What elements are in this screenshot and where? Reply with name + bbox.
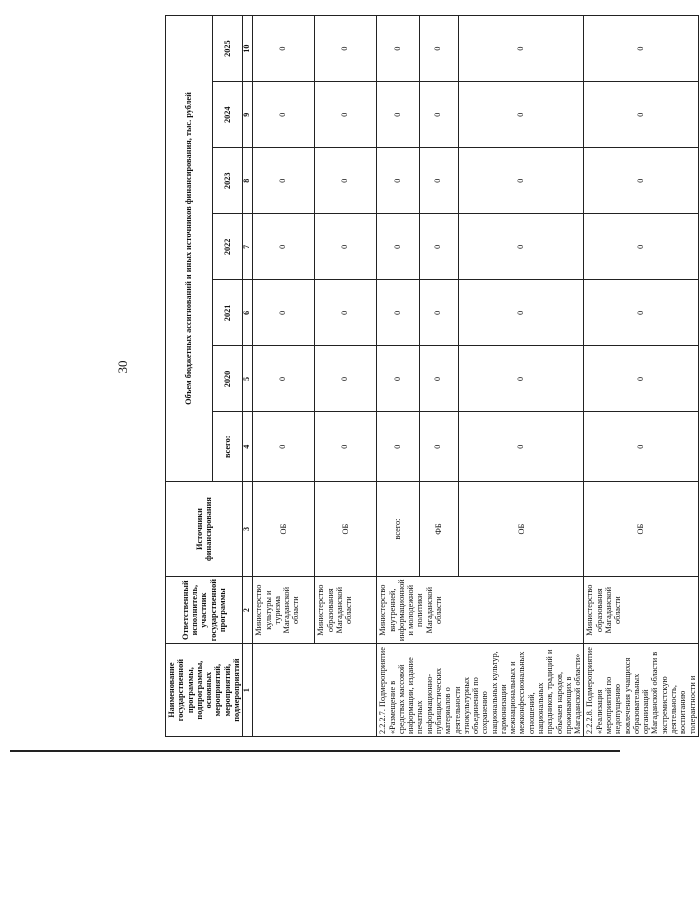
table-row bbox=[377, 16, 420, 737]
row-executor: Министерство образования Магаданской области bbox=[584, 577, 698, 644]
column-number: 6 bbox=[243, 280, 253, 346]
header-year: 2022 bbox=[212, 214, 242, 280]
column-number: 9 bbox=[243, 82, 253, 148]
row-value: 0 bbox=[377, 16, 420, 82]
row-value: 0 bbox=[315, 148, 377, 214]
row-value: 0 bbox=[315, 16, 377, 82]
row-value: 0 bbox=[315, 346, 377, 412]
row-name: 2.2.2.8. Подмероприятие «Реализация мероприятий по недопущению вовлечения учащихся образовательных организаций Магаданской области в экстремистскую деятельность, воспитанию толерантности и bbox=[584, 644, 698, 737]
column-number: 4 bbox=[243, 412, 253, 482]
row-value: 0 bbox=[459, 214, 584, 280]
row-value: 0 bbox=[315, 214, 377, 280]
row-name bbox=[253, 644, 377, 737]
row-value: 0 bbox=[584, 16, 698, 82]
column-number: 8 bbox=[243, 148, 253, 214]
column-number: 10 bbox=[243, 16, 253, 82]
row-value: 0 bbox=[459, 412, 584, 482]
header-year: 2024 bbox=[212, 82, 242, 148]
column-number: 3 bbox=[243, 482, 253, 577]
row-value: 0 bbox=[315, 280, 377, 346]
row-value: 0 bbox=[584, 346, 698, 412]
header-total: всего: bbox=[212, 412, 242, 482]
header-executor: Ответственный исполнитель, участник государственной программы bbox=[166, 577, 243, 644]
table-row bbox=[253, 16, 315, 737]
row-value: 0 bbox=[459, 16, 584, 82]
row-value: 0 bbox=[459, 148, 584, 214]
row-executor: Министерство культуры и туризма Магаданской области bbox=[253, 577, 315, 644]
row-value: 0 bbox=[315, 82, 377, 148]
row-value: 0 bbox=[584, 82, 698, 148]
column-number: 7 bbox=[243, 214, 253, 280]
row-source: ОБ bbox=[315, 482, 377, 577]
row-value: 0 bbox=[459, 82, 584, 148]
row-value: 0 bbox=[584, 148, 698, 214]
row-value: 0 bbox=[253, 82, 315, 148]
row-source: всего: bbox=[377, 482, 420, 577]
page-number: 30 bbox=[115, 360, 130, 374]
row-value: 0 bbox=[459, 280, 584, 346]
row-executor: Министерство образования Магаданской области bbox=[315, 577, 377, 644]
row-value: 0 bbox=[315, 412, 377, 482]
row-value: 0 bbox=[584, 280, 698, 346]
row-value: 0 bbox=[459, 346, 584, 412]
row-value: 0 bbox=[253, 214, 315, 280]
row-value: 0 bbox=[253, 16, 315, 82]
row-value: 0 bbox=[377, 346, 420, 412]
row-value: 0 bbox=[419, 82, 458, 148]
header-name: Наименование государственной программы, подпрограммы, основных мероприятий, мероприятий, подмероприятий bbox=[166, 644, 243, 737]
row-value: 0 bbox=[377, 280, 420, 346]
column-number: 2 bbox=[243, 577, 253, 644]
row-value: 0 bbox=[419, 148, 458, 214]
header-sources: Источники финансирования bbox=[166, 482, 243, 577]
column-number: 5 bbox=[243, 346, 253, 412]
table-row bbox=[315, 16, 377, 737]
financing-table bbox=[165, 15, 699, 737]
row-value: 0 bbox=[419, 16, 458, 82]
row-name: 2.2.2.7. Подмероприятие «Размещение в средствах массовой информации, издание печатных информационно-публицистических материалов о деятельности этнокультурных объединений по сохранению национальных культур, гармонизации межнациональных и межконфессиональных отношений, национальных праздников, традиций и обычаев народов, проживающих в Магаданской области» bbox=[377, 644, 584, 737]
header-year: 2021 bbox=[212, 280, 242, 346]
row-value: 0 bbox=[253, 280, 315, 346]
row-value: 0 bbox=[253, 148, 315, 214]
row-value: 0 bbox=[253, 412, 315, 482]
header-year: 2025 bbox=[212, 16, 242, 82]
row-value: 0 bbox=[253, 346, 315, 412]
column-number: 1 bbox=[243, 644, 253, 737]
row-source: ОБ bbox=[584, 482, 698, 577]
row-value: 0 bbox=[377, 412, 420, 482]
row-value: 0 bbox=[584, 214, 698, 280]
row-value: 0 bbox=[377, 148, 420, 214]
header-year: 2023 bbox=[212, 148, 242, 214]
rotated-table-area bbox=[165, 15, 697, 737]
row-value: 0 bbox=[419, 214, 458, 280]
row-value: 0 bbox=[584, 412, 698, 482]
financing-table-sheet bbox=[165, 15, 697, 737]
table-row bbox=[584, 16, 698, 737]
page-divider bbox=[10, 750, 620, 752]
header-volume: Объем бюджетных ассигнований и иных источников финансирования, тыс. рублей bbox=[166, 16, 213, 482]
row-value: 0 bbox=[419, 346, 458, 412]
row-source: ОБ bbox=[253, 482, 315, 577]
row-value: 0 bbox=[419, 280, 458, 346]
row-executor: Министерство внутренней, информационной и молодежной политики Магаданской области bbox=[377, 577, 584, 644]
row-value: 0 bbox=[377, 214, 420, 280]
header-year: 2020 bbox=[212, 346, 242, 412]
row-source: ОБ bbox=[459, 482, 584, 577]
row-value: 0 bbox=[419, 412, 458, 482]
row-value: 0 bbox=[377, 82, 420, 148]
row-source: ФБ bbox=[419, 482, 458, 577]
